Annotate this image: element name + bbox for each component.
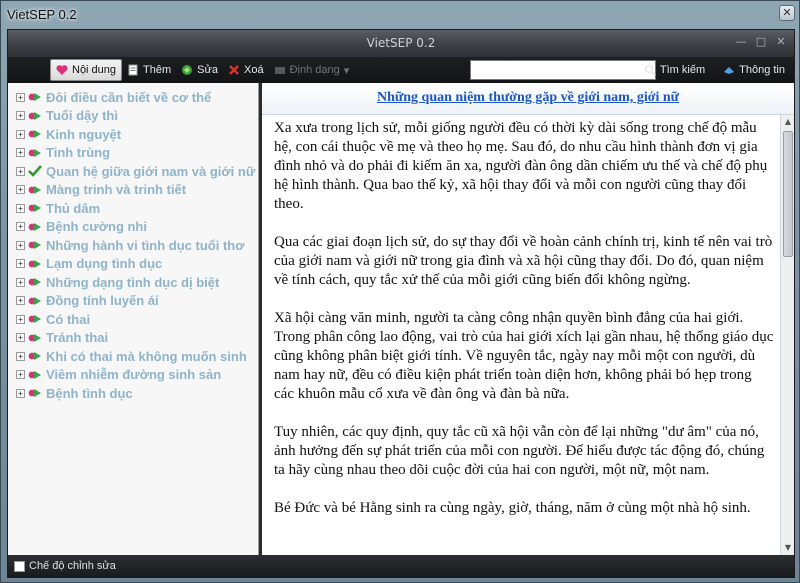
tree-item[interactable] bbox=[16, 329, 258, 348]
tree-item[interactable] bbox=[16, 181, 258, 200]
tree-item[interactable] bbox=[16, 273, 258, 292]
format-icon bbox=[274, 64, 286, 76]
expand-icon[interactable]: + bbox=[16, 185, 25, 194]
green-arrow-icon bbox=[28, 184, 42, 196]
edit-button[interactable] bbox=[176, 59, 223, 81]
toolbar bbox=[8, 57, 794, 83]
toolbar-right bbox=[639, 59, 790, 81]
tree-item[interactable] bbox=[16, 310, 258, 329]
topic-tree bbox=[8, 83, 258, 403]
tree-item-label: Thủ dâm bbox=[46, 200, 101, 216]
tree-item-label: Tuổi dậy thì bbox=[46, 108, 118, 124]
search-button[interactable] bbox=[639, 59, 710, 81]
outer-window-title: VietSEP 0.2 bbox=[7, 6, 77, 22]
format-label: Định dạng bbox=[289, 64, 340, 76]
green-arrow-icon bbox=[28, 91, 42, 103]
document-paragraph: Xa xưa trong lịch sử, mỗi giống người đều có thời kỳ dài sống trong chế độ mẫu hệ, con cái thuộc về mẹ và theo họ mẹ. Sau đó, do nhu cầu hình thành đơn vị gia đình nhỏ và do phải đi kiếm ăn xa, người đàn ông dần chiếm ưu thế và chế độ phụ hệ hình thành. Qua bao thế kỷ, xã hội thay đổi và mỗi con người cũng thay đổi theo. bbox=[274, 120, 768, 212]
tree-item[interactable] bbox=[16, 255, 258, 274]
window-controls bbox=[734, 35, 788, 49]
document-paragraph: Xã hội càng văn minh, người ta càng công nhận quyền bình đẳng của hai giới. Trong phân công lao động, vai trò của hai giới xích lại gần nhau, hệ thống giáo dục cũng không phân biệt giới tính. Về nguyên tắc, ngày nay mỗi một con người, dù nam hay nữ, đều có điều kiện phát triển toàn diện hơn, không phải bó hẹp trong các khuôn mẫu cổ xưa về đàn ông và đàn bà nữa. bbox=[274, 310, 774, 402]
vertical-scrollbar[interactable] bbox=[780, 115, 794, 555]
green-arrow-icon bbox=[28, 369, 42, 381]
expand-icon[interactable]: + bbox=[16, 315, 25, 324]
delete-label: Xoá bbox=[244, 64, 264, 76]
document-body bbox=[274, 119, 774, 555]
tree-item-label: Đồng tính luyến ái bbox=[46, 293, 159, 309]
green-arrow-icon bbox=[28, 313, 42, 325]
expand-icon[interactable]: + bbox=[16, 278, 25, 287]
green-arrow-icon bbox=[28, 147, 42, 159]
maximize-button[interactable]: □ bbox=[755, 35, 767, 48]
scroll-down-icon[interactable]: ▼ bbox=[784, 543, 792, 552]
tree-item[interactable] bbox=[16, 107, 258, 126]
green-arrow-icon bbox=[28, 276, 42, 288]
tree-item[interactable] bbox=[16, 347, 258, 366]
expand-icon[interactable]: + bbox=[16, 130, 25, 139]
tree-item[interactable] bbox=[16, 125, 258, 144]
expand-icon[interactable]: + bbox=[16, 259, 25, 268]
tree-item-label: Kinh nguyệt bbox=[46, 126, 122, 142]
document-paragraph: Bé Đức và bé Hằng sinh ra cùng ngày, giờ, tháng, năm ở cùng một nhà hộ sinh. bbox=[274, 500, 751, 516]
document-panel bbox=[262, 83, 794, 555]
info-button[interactable] bbox=[718, 59, 790, 81]
heart-book-icon bbox=[56, 64, 68, 76]
search-icon bbox=[644, 64, 656, 76]
tree-item[interactable] bbox=[16, 144, 258, 163]
tree-item[interactable] bbox=[16, 292, 258, 311]
add-label: Thêm bbox=[143, 64, 172, 76]
minimize-button[interactable]: — bbox=[735, 35, 747, 48]
content-tab-label: Nội dung bbox=[72, 64, 117, 76]
document-paragraph: Qua các giai đoạn lịch sử, do sự thay đổi về hoàn cảnh chính trị, kinh tế nên vai trò của giới nam và giới nữ trong gia đình và xã hội cũng thay đổi. Do đó, quan niệm về tính cách, quy tắc xử thế của mỗi giới cũng biến đổi không ngừng. bbox=[274, 234, 773, 288]
expand-icon[interactable]: + bbox=[16, 333, 25, 342]
expand-icon[interactable]: + bbox=[16, 204, 25, 213]
add-button[interactable] bbox=[122, 59, 176, 81]
document-title[interactable]: Những quan niệm thường gặp về giới nam, giới nữ bbox=[376, 90, 680, 105]
expand-icon[interactable]: + bbox=[16, 389, 25, 398]
tree-item-label: Bệnh tình dục bbox=[46, 385, 133, 401]
tree-item-label: Đôi điều cần biết về cơ thể bbox=[46, 89, 212, 105]
tree-item-label: Những dạng tình dục dị biệt bbox=[46, 274, 220, 290]
green-arrow-icon bbox=[28, 332, 42, 344]
edit-label: Sửa bbox=[197, 64, 218, 76]
outer-titlebar bbox=[1, 1, 800, 27]
tree-item-label: Quan hệ giữa giới nam và giới nữ bbox=[46, 163, 256, 179]
tree-item-label: Tránh thai bbox=[46, 330, 109, 346]
page-icon bbox=[127, 64, 139, 76]
content-tab-button[interactable] bbox=[50, 59, 122, 81]
green-arrow-icon bbox=[28, 110, 42, 122]
expand-icon[interactable]: + bbox=[16, 370, 25, 379]
close-button[interactable]: ✕ bbox=[776, 35, 786, 48]
expand-icon[interactable]: + bbox=[16, 111, 25, 120]
tree-item-label: Tinh trùng bbox=[46, 145, 111, 161]
app-window bbox=[7, 29, 795, 578]
tree-item-label: Khi có thai mà không muốn sinh bbox=[46, 348, 247, 364]
app-title: VietSEP 0.2 bbox=[366, 36, 436, 50]
tree-item-label: Bệnh cường nhi bbox=[46, 219, 147, 235]
tree-item-label: Lạm dụng tình dục bbox=[46, 256, 163, 272]
tree-item-label: Viêm nhiễm đường sinh sản bbox=[46, 367, 222, 383]
expand-icon[interactable]: + bbox=[16, 93, 25, 102]
tree-item[interactable] bbox=[16, 384, 258, 403]
delete-icon bbox=[228, 64, 240, 76]
document-title-bar bbox=[262, 83, 794, 115]
expand-icon[interactable]: + bbox=[16, 222, 25, 231]
app-titlebar bbox=[8, 30, 794, 57]
green-arrow-icon bbox=[28, 128, 42, 140]
search-input[interactable] bbox=[470, 60, 656, 80]
green-arrow-icon bbox=[28, 239, 42, 251]
scroll-up-icon[interactable]: ▲ bbox=[784, 117, 792, 126]
edit-mode-checkbox[interactable] bbox=[14, 561, 25, 572]
tree-item-label: Có thai bbox=[46, 311, 91, 327]
edit-icon bbox=[181, 64, 193, 76]
edit-mode-label: Chế độ chỉnh sửa bbox=[29, 560, 116, 572]
document-paragraph: Tuy nhiên, các quy định, quy tắc cũ xã hội vẫn còn để lại những "dư âm" của nó, ảnh hưởng đến sự phát triển của mỗi con người. Để hiểu được tác động đó, chúng ta hãy cùng nhau theo dõi cuộc đời của hai con người, một nữ, một nam. bbox=[274, 424, 765, 478]
expand-icon[interactable]: + bbox=[16, 296, 25, 305]
green-arrow-icon bbox=[28, 202, 42, 214]
outer-close-button[interactable]: ✕ bbox=[779, 5, 795, 21]
expand-icon[interactable]: + bbox=[16, 241, 25, 250]
check-icon bbox=[28, 165, 42, 177]
format-dropdown[interactable] bbox=[269, 59, 355, 81]
tree-item-label: Màng trinh và trinh tiết bbox=[46, 182, 187, 198]
search-label: Tìm kiếm bbox=[659, 64, 706, 76]
green-arrow-icon bbox=[28, 221, 42, 233]
green-arrow-icon bbox=[28, 295, 42, 307]
info-label: Thông tin bbox=[739, 64, 785, 76]
expand-icon[interactable]: + bbox=[16, 352, 25, 361]
green-arrow-icon bbox=[28, 258, 42, 270]
expand-icon[interactable]: + bbox=[16, 167, 25, 176]
tree-item[interactable] bbox=[16, 88, 258, 107]
tree-item[interactable] bbox=[16, 366, 258, 385]
tree-item[interactable] bbox=[16, 218, 258, 237]
tree-item-label: Những hành vi tình dục tuổi thơ bbox=[46, 237, 245, 253]
green-arrow-icon bbox=[28, 387, 42, 399]
tree-item[interactable] bbox=[16, 162, 258, 181]
tree-item[interactable] bbox=[16, 199, 258, 218]
expand-icon[interactable]: + bbox=[16, 148, 25, 157]
tree-item[interactable] bbox=[16, 236, 258, 255]
chevron-down-icon: ▾ bbox=[343, 64, 350, 77]
status-bar bbox=[8, 555, 794, 577]
green-arrow-icon bbox=[28, 350, 42, 362]
delete-button[interactable] bbox=[223, 59, 269, 81]
scroll-thumb[interactable] bbox=[783, 131, 793, 257]
topic-tree-panel bbox=[8, 83, 259, 555]
info-icon bbox=[723, 64, 735, 76]
